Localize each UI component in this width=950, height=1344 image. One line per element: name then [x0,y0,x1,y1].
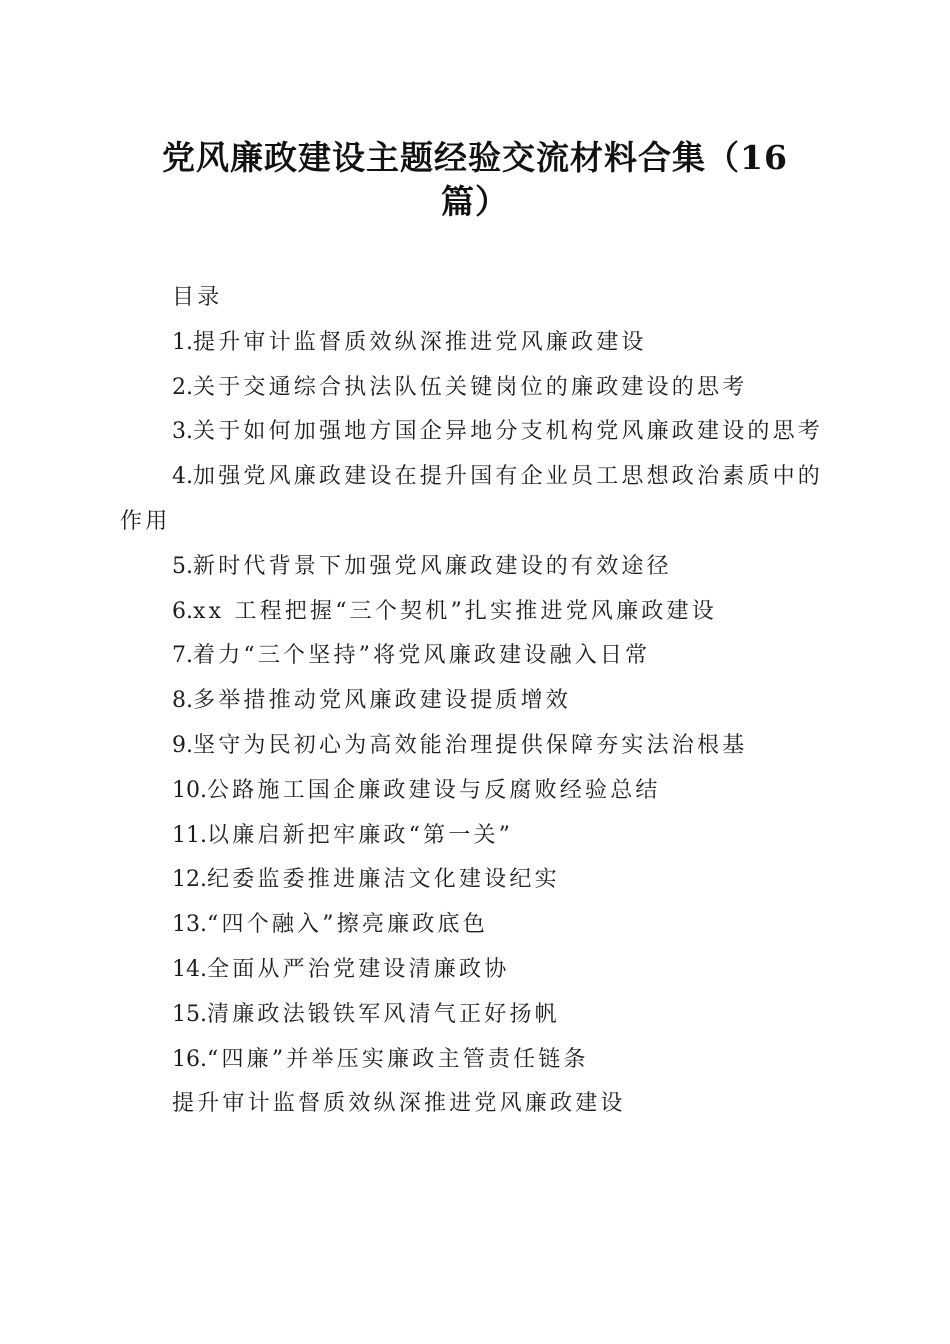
toc-item-11 [120,814,830,859]
toc-item-number: 12. [172,867,207,893]
toc-item-number: 5. [172,553,193,579]
toc-item-number: 9. [172,732,193,758]
toc-item-text: 关于交通综合执法队伍关键岗位的廉政建设的思考 [193,374,748,400]
toc-item-14 [120,948,830,993]
toc-item-12 [120,858,830,903]
toc-item-number: 4. [172,464,193,490]
toc-item-number: 13. [172,912,207,938]
toc-item-6 [120,590,830,635]
toc-item-number: 6. [172,598,193,624]
toc-item-text: 多举措推动党风廉政建设提质增效 [193,688,572,714]
toc-item-4 [120,455,830,545]
document-title [150,136,800,224]
toc-item-text: 以廉启新把牢廉政“第一关” [207,822,514,848]
title-line-2: 篇） [441,182,509,221]
toc-item-text: 纪委监委推进廉洁文化建设纪实 [207,867,560,893]
toc-item-number: 7. [172,643,193,669]
toc-heading: 目录 [172,285,223,310]
toc-item-10 [120,769,830,814]
toc-item-number: 10. [172,777,207,803]
toc-item-text: 着力“三个坚持”将党风廉政建设融入日常 [193,643,651,669]
toc-item-5 [120,545,830,590]
first-article-title: 提升审计监督质效纵深推进党风廉政建设 [172,1091,626,1117]
toc-item-number: 15. [172,1001,207,1027]
toc-item-15 [120,993,830,1038]
toc-item-text: 坚守为民初心为高效能治理提供保障夯实法治根基 [193,732,748,758]
toc-item-number: 1. [172,329,193,355]
toc-item-7 [120,634,830,679]
toc-item-number: 8. [172,688,193,714]
title-line-1: 党风廉政建设主题经验交流材料合集（16 [162,138,788,177]
toc-item-text: 加强党风廉政建设在提升国有企业员工思想政治素质中的作用 [120,464,824,534]
toc-item-8 [120,679,830,724]
toc-item-number: 14. [172,956,207,982]
toc-item-16 [120,1038,830,1083]
toc-item-3 [120,410,830,455]
toc-item-1 [120,321,830,366]
toc-item-13 [120,903,830,948]
toc-item-text: “四个融入”擦亮廉政底色 [207,912,488,938]
toc-item-number: 16. [172,1046,207,1072]
document-body [120,276,830,1127]
toc-item-text: xx 工程把握“三个契机”扎实推进党风廉政建设 [193,598,717,624]
toc-item-number: 3. [172,419,193,445]
toc-item-number: 11. [172,822,207,848]
table-of-contents [120,321,830,1083]
toc-item-text: 提升审计监督质效纵深推进党风廉政建设 [193,329,647,355]
toc-item-text: 新时代背景下加强党风廉政建设的有效途径 [193,553,672,579]
toc-item-text: 清廉政法锻铁军风清气正好扬帆 [207,1001,560,1027]
toc-item-number: 2. [172,374,193,400]
toc-item-text: 全面从严治党建设清廉政协 [207,956,510,982]
toc-item-9 [120,724,830,769]
toc-item-2 [120,366,830,411]
toc-item-text: “四廉”并举压实廉政主管责任链条 [207,1046,589,1072]
toc-item-text: 关于如何加强地方国企异地分支机构党风廉政建设的思考 [193,419,824,445]
toc-item-text: 公路施工国企廉政建设与反腐败经验总结 [207,777,661,803]
